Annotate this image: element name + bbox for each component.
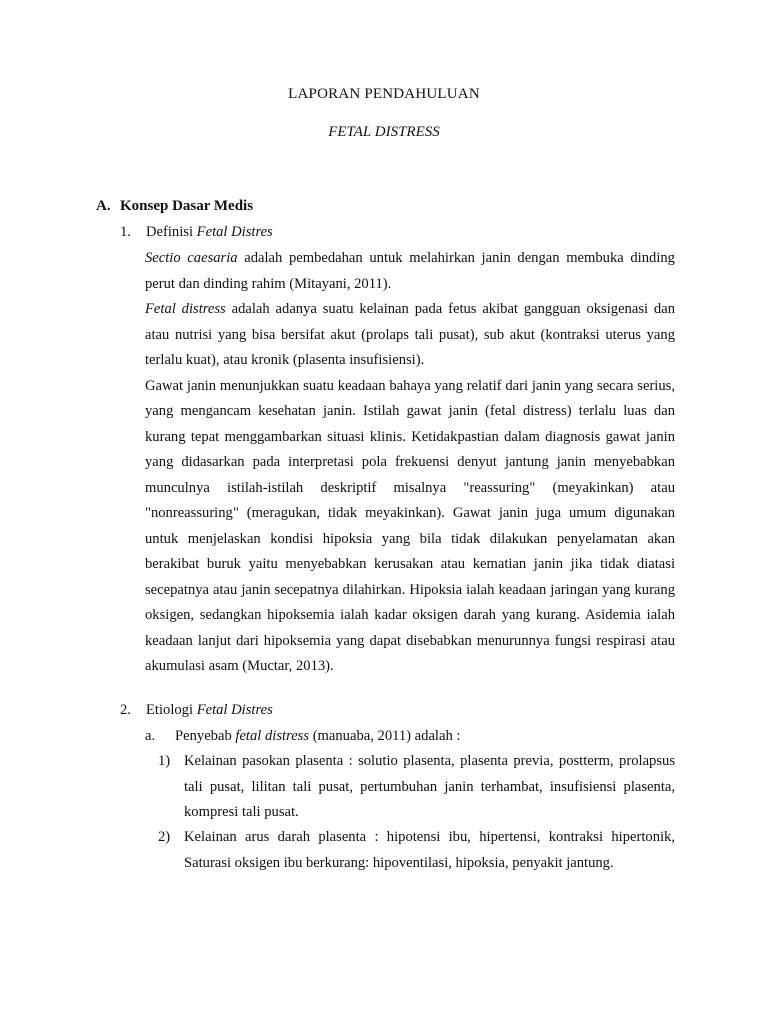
document-subtitle: FETAL DISTRESS <box>328 124 440 140</box>
item-label: Definisi <box>146 224 197 240</box>
item-label-italic: Fetal Distres <box>196 224 273 240</box>
item-etiologi-heading <box>120 702 273 719</box>
item-label-italic: Fetal Distres <box>196 702 273 718</box>
paragraph-fetal-distress <box>145 297 675 374</box>
list-item-text: Kelainan pasokan plasenta : solutio plasenta, plasenta previa, postterm, prolapsus tali pusat, lilitan tali pusat, pertumbuhan janin terhambat, insufisiensi plasenta, kompresi tali pusat. <box>184 753 675 820</box>
document-title: LAPORAN PENDAHULUAN <box>288 86 480 102</box>
list-item-text: Kelainan arus darah plasenta : hipotensi ibu, hipertensi, kontraksi hipertonik, Saturasi oksigen ibu berkurang: hipoventilasi, hipoksia, penyakit jantung. <box>184 829 675 871</box>
sub-item-text-italic: fetal distress <box>235 728 310 744</box>
item-label: Etiologi <box>146 702 197 718</box>
section-title: Konsep Dasar Medis <box>120 198 254 214</box>
list-item <box>158 825 675 876</box>
item-definisi-heading <box>120 224 273 241</box>
sub-item-text-post: (manuaba, 2011) adalah : <box>309 728 461 744</box>
term-fetal-distress: Fetal distress <box>145 301 226 317</box>
section-heading <box>96 198 253 215</box>
term-sectio-caesaria: Sectio caesaria <box>145 250 238 266</box>
list-item-number: 2) <box>158 829 171 845</box>
list-item <box>158 749 675 826</box>
section-letter: A. <box>96 198 111 214</box>
paragraph-sectio-caesaria <box>145 246 675 297</box>
sub-item-penyebab <box>145 728 460 745</box>
paragraph-text: adalah pembedahan untuk melahirkan janin dengan membuka dinding perut dan dinding rahim (Mitayani, 2011). <box>145 250 675 292</box>
list-item-number: 1) <box>158 753 171 769</box>
sub-item-letter: a. <box>145 728 156 744</box>
item-number: 2. <box>120 702 131 718</box>
paragraph-gawat-janin: Gawat janin menunjukkan suatu keadaan bahaya yang relatif dari janin yang secara serius, yang mengancam kesehatan janin. Istilah gawat janin (fetal distress) terlalu luas dan kurang tepat menggambarkan situasi klinis. Ketidakpastian dalam diagnosis gawat janin yang didasarkan pada interpretasi pola frekuensi denyut jantung janin menyebabkan munculnya istilah-istilah deskriptif misalnya "reassuring" (meyakinkan) atau "nonreassuring" (meragukan, tidak meyakinkan). Gawat janin juga umum digunakan untuk menjelaskan kondisi hipoksia yang bila tidak dilakukan penyelamatan akan berakibat buruk yaitu menyebabkan kerusakan atau kematian janin jika tidak diatasi secepatnya atau janin secepatnya dilahirkan. Hipoksia ialah keadaan jaringan yang kurang oksigen, sedangkan hipoksemia ialah kadar oksigen darah yang kurang. Asidemia ialah keadaan lanjut dari hipoksemia yang dapat disebabkan menurunnya fungsi respirasi atau akumulasi asam (Muctar, 2013). <box>145 377 675 674</box>
sub-item-text: Penyebab <box>175 728 236 744</box>
item-number: 1. <box>120 224 131 240</box>
definisi-body <box>145 246 675 680</box>
paragraph-text: adalah adanya suatu kelainan pada fetus akibat gangguan oksigenasi dan atau nutrisi yang bisa bersifat akut (prolaps tali pusat), sub akut (kontraksi uterus yang terlalu kuat), atau kronik (plasenta insufisiensi). <box>145 301 675 368</box>
